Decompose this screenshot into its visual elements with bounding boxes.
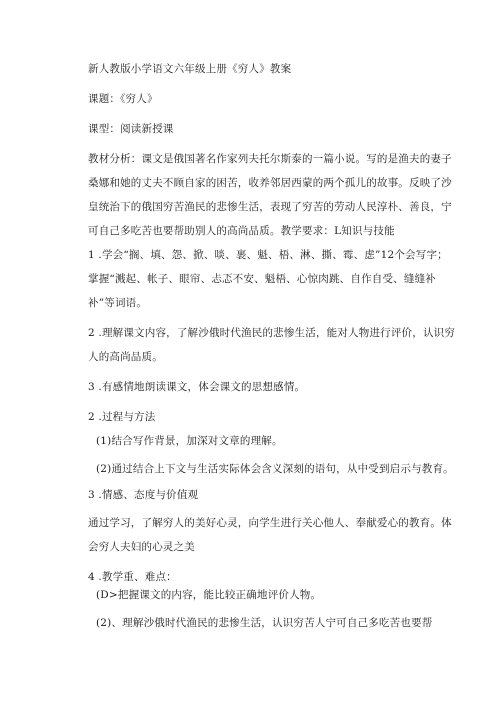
section-2-item: (2)通过结合上下文与生活实际体会含义深刻的语句，从中受到启示与教育。 (96, 463, 454, 475)
lesson-type: 课型：阅读新授课 (88, 123, 174, 135)
analysis-line: 皇统治下的俄国穷苦渔民的悲惨生活，表现了穷苦的劳动人民淳朴、善良，宁 (88, 201, 452, 213)
item-1-line: 补”等词语。 (88, 297, 148, 309)
section-3-title: 3 .情感、态度与价值观 (88, 489, 199, 501)
section-4-item: (D>把握课文的内容，能比较正确地评价人物。 (96, 589, 322, 601)
analysis-line: 桑娜和她的丈夫不顾自家的困苦，收养邻居西蒙的两个孤儿的故事。反映了沙 (88, 177, 452, 189)
item-1-line: 1 .学会“搁、填、怨、掀、啖、裹、魁、梧、淋、撕、霉、虑”12个会写字； (88, 249, 448, 261)
section-4-title: 4 .教学重、难点： (88, 571, 177, 583)
section-3-line: 通过学习，了解穷人的美好心灵，向学生进行关心他人、奉献爱心的教育。体 (88, 517, 452, 529)
section-4-item: (2)、理解沙俄时代渔民的悲惨生活，认识穷苦人宁可自己多吃苦也要帮 (96, 617, 433, 629)
section-3-line: 会穷人夫妇的心灵之美 (88, 541, 195, 553)
item-3: 3 .有感情地朗读课文，体会课文的思想感情。 (88, 381, 306, 393)
lesson-title: 课题：《穷人》 (88, 93, 158, 105)
item-2-line: 人的高尚品质。 (88, 351, 163, 363)
item-2-line: 2 .理解课文内容，了解沙俄时代渔民的悲惨生活，能对人物进行评价，认识穷 (88, 327, 456, 339)
analysis-line: 教材分析：课文是俄国著名作家列夫托尔斯泰的一篇小说。写的是渔夫的妻子 (88, 153, 452, 165)
item-1-line: 掌握“溅起、帐子、眼帘、忐忑不安、魁梧、心惊肉跳、自作自受、缝缝补 (88, 273, 436, 285)
section-2-title: 2 .过程与方法 (88, 411, 156, 423)
analysis-line: 可自己多吃苦也要帮助别人的高尚品质。教学要求：L知识与技能 (88, 225, 395, 237)
document-title: 新人教版小学语文六年级上册《穷人》教案 (88, 63, 292, 75)
section-2-item: (1)结合写作背景，加深对文章的理解。 (96, 435, 283, 447)
